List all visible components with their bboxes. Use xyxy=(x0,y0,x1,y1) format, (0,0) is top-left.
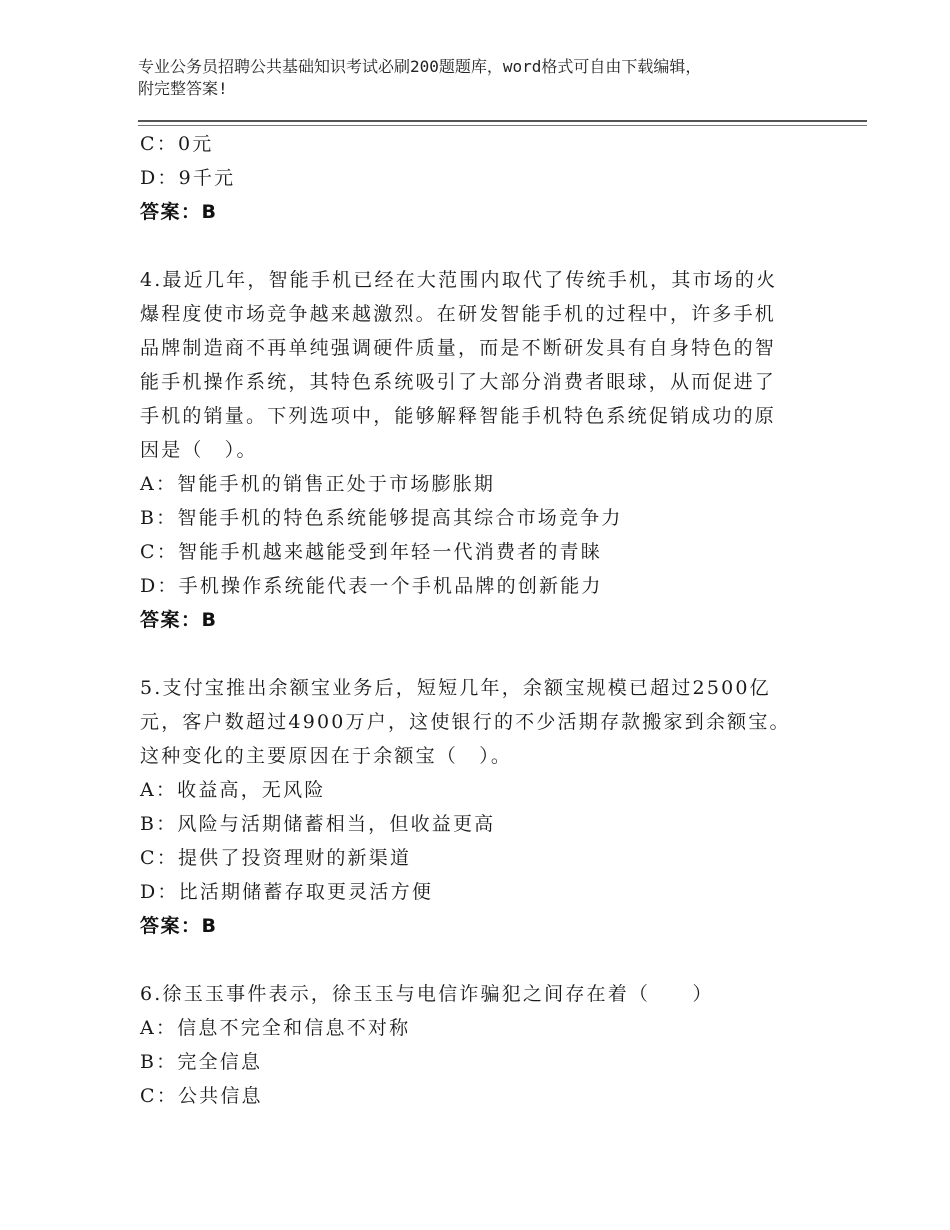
option-c: C：智能手机越来越能受到年轻一代消费者的青睐 xyxy=(140,541,602,563)
document-header xyxy=(138,56,818,100)
spacer xyxy=(140,229,800,263)
answer-label: 答案：B xyxy=(140,609,218,631)
option-a: A：收益高，无风险 xyxy=(140,779,326,801)
option-d: D：比活期储蓄存取更灵活方便 xyxy=(140,881,434,903)
question-stem-line: 手机的销量。下列选项中，能够解释智能手机特色系统促销成功的原 xyxy=(140,405,777,427)
question-stem-line: 5.支付宝推出余额宝业务后，短短几年，余额宝规模已超过2500亿 xyxy=(140,677,771,699)
spacer xyxy=(140,943,800,977)
option-c: C：提供了投资理财的新渠道 xyxy=(140,847,412,869)
question-stem-line: 6.徐玉玉事件表示，徐玉玉与电信诈骗犯之间存在着（ ） xyxy=(140,983,714,1005)
option-d: D：手机操作系统能代表一个手机品牌的创新能力 xyxy=(140,575,603,597)
header-line-2: 附完整答案! xyxy=(138,79,228,98)
question-stem-line: 能手机操作系统，其特色系统吸引了大部分消费者眼球，从而促进了 xyxy=(140,371,777,393)
option-c: C：公共信息 xyxy=(140,1085,263,1107)
question-5 xyxy=(140,671,800,943)
question-content xyxy=(140,127,800,1113)
question-stem-line: 品牌制造商不再单纯强调硬件质量，而是不断研发具有自身特色的智 xyxy=(140,337,777,359)
answer-label: 答案：B xyxy=(140,201,218,223)
header-divider-thin xyxy=(138,125,867,126)
option-d: D：9千元 xyxy=(140,167,236,189)
header-line-1: 专业公务员招聘公共基础知识考试必刷200题题库，word格式可自由下载编辑， xyxy=(138,57,702,76)
question-6 xyxy=(140,977,800,1113)
header-divider-thick xyxy=(138,120,867,122)
option-c: C：0元 xyxy=(140,133,214,155)
question-4 xyxy=(140,263,800,637)
question-stem-line: 元，客户数超过4900万户，这使银行的不少活期存款搬家到余额宝。 xyxy=(140,711,791,733)
previous-question-tail xyxy=(140,127,800,229)
answer-label: 答案：B xyxy=(140,915,218,937)
question-stem-line: 这种变化的主要原因在于余额宝（ ）。 xyxy=(140,745,513,767)
question-stem-line: 4.最近几年，智能手机已经在大范围内取代了传统手机，其市场的火 xyxy=(140,269,778,291)
question-stem-line: 因是（ ）。 xyxy=(140,439,258,461)
option-b: B：智能手机的特色系统能够提高其综合市场竞争力 xyxy=(140,507,623,529)
option-a: A：智能手机的销售正处于市场膨胀期 xyxy=(140,473,496,495)
question-stem-line: 爆程度使市场竞争越来越激烈。在研发智能手机的过程中，许多手机 xyxy=(140,303,777,325)
option-b: B：完全信息 xyxy=(140,1051,263,1073)
spacer xyxy=(140,637,800,671)
option-b: B：风险与活期储蓄相当，但收益更高 xyxy=(140,813,496,835)
option-a: A：信息不完全和信息不对称 xyxy=(140,1017,411,1039)
